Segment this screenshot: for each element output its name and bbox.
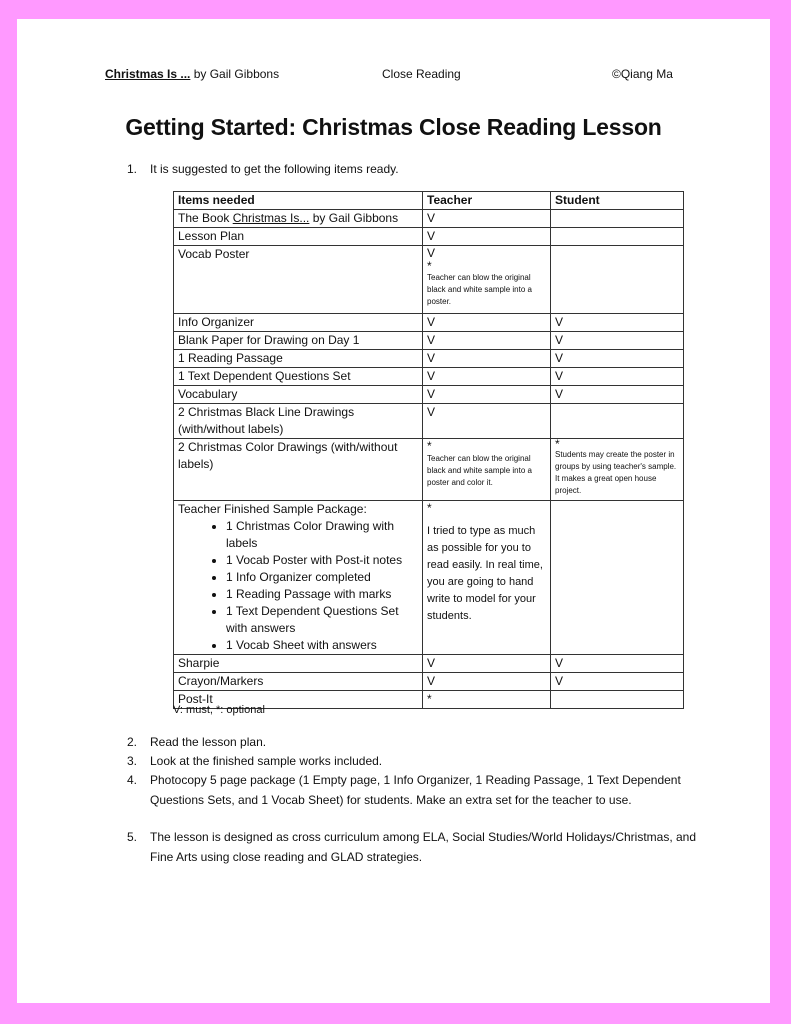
teacher-note: Teacher can blow the original black and white sample into a poster. [427, 273, 532, 306]
item-cell: Crayon/Markers [174, 673, 423, 691]
item-cell [174, 501, 423, 655]
page-title: Getting Started: Christmas Close Reading Lesson [125, 114, 662, 140]
student-cell [551, 501, 684, 655]
step-number: 4. [127, 773, 138, 787]
list-item: • 1 Info Organizer completed [226, 569, 418, 586]
teacher-note: I tried to type as much as possible for you to read easily. In real time, you are going to hand write to model for your students. [427, 525, 543, 622]
student-note: Students may create the poster in groups by using teacher's sample. It makes a great open house project. [555, 450, 677, 495]
teacher-cell: V [423, 314, 551, 332]
teacher-optional-mark: * [427, 501, 432, 515]
teacher-cell [423, 501, 551, 655]
item-cell: Sharpie [174, 655, 423, 673]
list-item: • 1 Christmas Color Drawing with labels [226, 518, 418, 552]
item-cell [174, 210, 423, 228]
item-cell: 2 Christmas Black Line Drawings (with/without labels) [174, 404, 423, 439]
teacher-cell: V [423, 655, 551, 673]
item-cell: 1 Text Dependent Questions Set [174, 368, 423, 386]
teacher-cell: * [423, 691, 551, 709]
items-table [173, 191, 684, 709]
col-header-student: Student [551, 192, 684, 210]
student-cell [551, 439, 684, 501]
student-cell: V [551, 673, 684, 691]
table-row [174, 210, 684, 228]
teacher-cell [423, 246, 551, 314]
step-text: It is suggested to get the following items ready. [150, 162, 399, 176]
book-title: Christmas Is ... [105, 67, 191, 81]
table-row [174, 404, 684, 439]
teacher-cell: V [423, 368, 551, 386]
header-copyright: ©Qiang Ma [612, 67, 673, 81]
teacher-cell: V [423, 673, 551, 691]
step-number: 1. [127, 162, 138, 176]
item-cell: Post-It [174, 691, 423, 709]
step-text: Read the lesson plan. [150, 735, 267, 749]
student-cell: V [551, 332, 684, 350]
table-row [174, 228, 684, 246]
item-cell: 2 Christmas Color Drawings (with/without labels) [174, 439, 423, 501]
table-row [174, 501, 684, 655]
step-text: The lesson is designed as cross curriculum among ELA, Social Studies/World Holidays/Christmas, and Fine Arts using close reading and GLAD strategies. [150, 830, 697, 864]
teacher-cell: V [423, 350, 551, 368]
package-heading: Teacher Finished Sample Package: [178, 502, 367, 516]
step-text: Photocopy 5 page package (1 Empty page, 1 Info Organizer, 1 Reading Passage, 1 Text Dependent Questions Sets, and 1 Vocab Sheet) for students. Make an extra set for the teacher to use. [150, 773, 681, 807]
table-row [174, 368, 684, 386]
student-cell: V [551, 655, 684, 673]
list-item: • 1 Reading Passage with marks [226, 586, 418, 603]
student-cell: V [551, 368, 684, 386]
teacher-optional-mark: * [427, 439, 432, 453]
teacher-note: Teacher can blow the original black and white sample into a poster and color it. [427, 454, 532, 487]
document-page [17, 19, 770, 1003]
teacher-cell [423, 439, 551, 501]
table-row [174, 655, 684, 673]
teacher-cell: V [423, 228, 551, 246]
teacher-cell: V [423, 210, 551, 228]
table-row [174, 386, 684, 404]
student-cell [551, 246, 684, 314]
book-author: by Gail Gibbons [190, 67, 280, 81]
table-row [174, 350, 684, 368]
item-suffix: by Gail Gibbons [309, 211, 399, 225]
teacher-cell: V [423, 332, 551, 350]
table-row [174, 314, 684, 332]
table-header-row [174, 192, 684, 210]
step-text: Look at the finished sample works included. [150, 754, 383, 768]
teacher-optional-mark: * [427, 259, 432, 273]
step-number: 2. [127, 735, 138, 749]
col-header-teacher: Teacher [423, 192, 551, 210]
list-item: • 1 Vocab Sheet with answers [226, 637, 418, 654]
item-cell: Info Organizer [174, 314, 423, 332]
student-cell: V [551, 314, 684, 332]
package-list [178, 518, 418, 654]
table-legend: V: must, *: optional [173, 704, 265, 716]
item-cell: Blank Paper for Drawing on Day 1 [174, 332, 423, 350]
table-row [174, 332, 684, 350]
list-item: • 1 Vocab Poster with Post-it notes [226, 552, 418, 569]
col-header-items: Items needed [174, 192, 423, 210]
table-row [174, 439, 684, 501]
item-cell: Vocabulary [174, 386, 423, 404]
item-prefix: The Book [178, 211, 233, 225]
teacher-cell: V [423, 386, 551, 404]
header-book [105, 67, 279, 81]
header-center: Close Reading [382, 67, 461, 81]
student-cell [551, 228, 684, 246]
item-cell: Vocab Poster [174, 246, 423, 314]
step-number: 3. [127, 754, 138, 768]
teacher-cell: V [423, 404, 551, 439]
item-cell: Lesson Plan [174, 228, 423, 246]
student-cell: V [551, 350, 684, 368]
item-cell: 1 Reading Passage [174, 350, 423, 368]
student-cell [551, 404, 684, 439]
student-cell [551, 210, 684, 228]
book-link-text: Christmas Is... [232, 211, 310, 225]
step-number: 5. [127, 830, 138, 844]
student-cell [551, 691, 684, 709]
table-row [174, 246, 684, 314]
student-optional-mark: * [555, 437, 560, 451]
table-row [174, 673, 684, 691]
teacher-mark: V [427, 246, 436, 260]
list-item: • 1 Text Dependent Questions Set with answers [226, 603, 418, 637]
student-cell: V [551, 386, 684, 404]
